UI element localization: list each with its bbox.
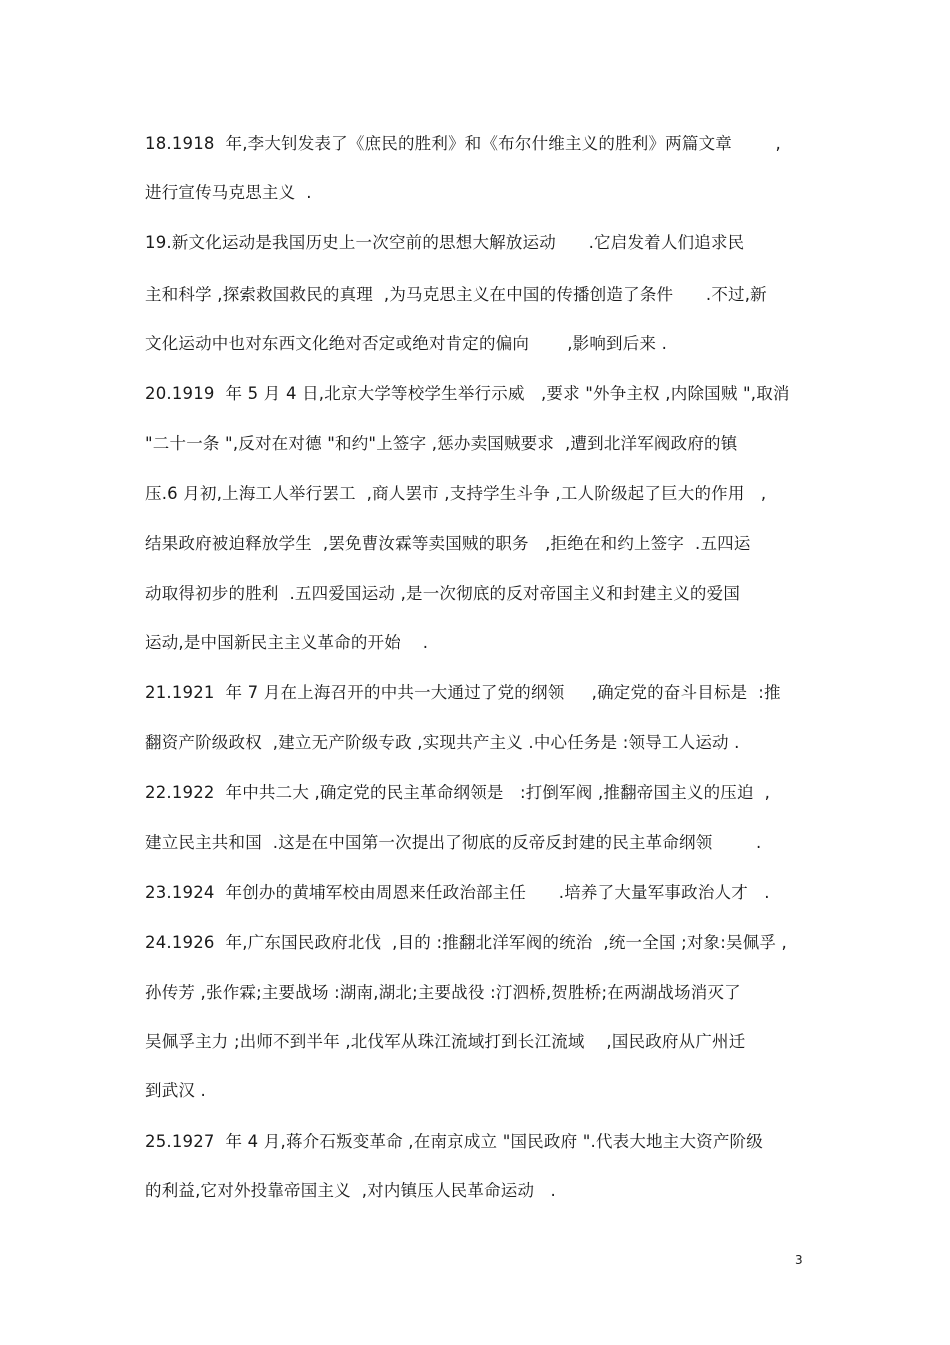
text-line: 主和科学 ,探索救国救民的真理 ,为马克思主义在中国的传播创造了条件 .不过,新 (145, 285, 767, 304)
text-line: 动取得初步的胜利 .五四爱国运动 ,是一次彻底的反对帝国主义和封建主义的爱国 (145, 584, 741, 603)
text-line: 结果政府被迫释放学生 ,罢免曹汝霖等卖国贼的职务 ,拒绝在和约上签字 .五四运 (145, 534, 751, 553)
text-line: 24.1926 年,广东国民政府北伐 ,目的 :推翻北洋军阀的统治 ,统一全国 ;对象:吴佩孚 , (145, 933, 787, 952)
text-line: 23.1924 年创办的黄埔军校由周恩来任政治部主任 .培养了大量军事政治人才 . (145, 883, 770, 902)
text-line: "二十一条 ",反对在对德 "和约"上签字 ,惩办卖国贼要求 ,遭到北洋军阀政府的镇 (145, 434, 738, 453)
page-number: 3 (795, 1253, 803, 1267)
text-line: 到武汉 . (145, 1081, 206, 1100)
text-line: 的利益,它对外投靠帝国主义 ,对内镇压人民革命运动 . (145, 1181, 556, 1200)
text-line: 运动,是中国新民主主义革命的开始 . (145, 633, 429, 652)
text-line: 建立民主共和国 .这是在中国第一次提出了彻底的反帝反封建的民主革命纲领 . (145, 833, 762, 852)
text-line: 25.1927 年 4 月,蒋介石叛变革命 ,在南京成立 "国民政府 ".代表大地主大资产阶级 (145, 1132, 763, 1151)
text-line: 18.1918 年,李大钊发表了《庶民的胜利》和《布尔什维主义的胜利》两篇文章 , (145, 134, 781, 153)
text-line: 21.1921 年 7 月在上海召开的中共一大通过了党的纲领 ,确定党的奋斗目标是 :推 (145, 683, 781, 702)
text-line: 孙传芳 ,张作霖;主要战场 :湖南,湖北;主要战役 :汀泗桥,贺胜桥;在两湖战场消灭了 (145, 983, 741, 1002)
text-line: 22.1922 年中共二大 ,确定党的民主革命纲领是 :打倒军阀 ,推翻帝国主义的压迫 , (145, 783, 771, 802)
text-line: 19.新文化运动是我国历史上一次空前的思想大解放运动 .它启发着人们追求民 (145, 233, 745, 252)
text-line: 进行宣传马克思主义 . (145, 183, 312, 202)
text-line: 文化运动中也对东西文化绝对否定或绝对肯定的偏向 ,影响到后来 . (145, 334, 668, 353)
text-line: 翻资产阶级政权 ,建立无产阶级专政 ,实现共产主义 .中心任务是 :领导工人运动 . (145, 733, 740, 752)
text-line: 吴佩孚主力 ;出师不到半年 ,北伐军从珠江流域打到长江流域 ,国民政府从广州迁 (145, 1032, 746, 1051)
text-line: 20.1919 年 5 月 4 日,北京大学等校学生举行示威 ,要求 "外争主权 ,内除国贼 ",取消 (145, 384, 790, 403)
text-line: 压.6 月初,上海工人举行罢工 ,商人罢市 ,支持学生斗争 ,工人阶级起了巨大的作用 , (145, 484, 767, 503)
